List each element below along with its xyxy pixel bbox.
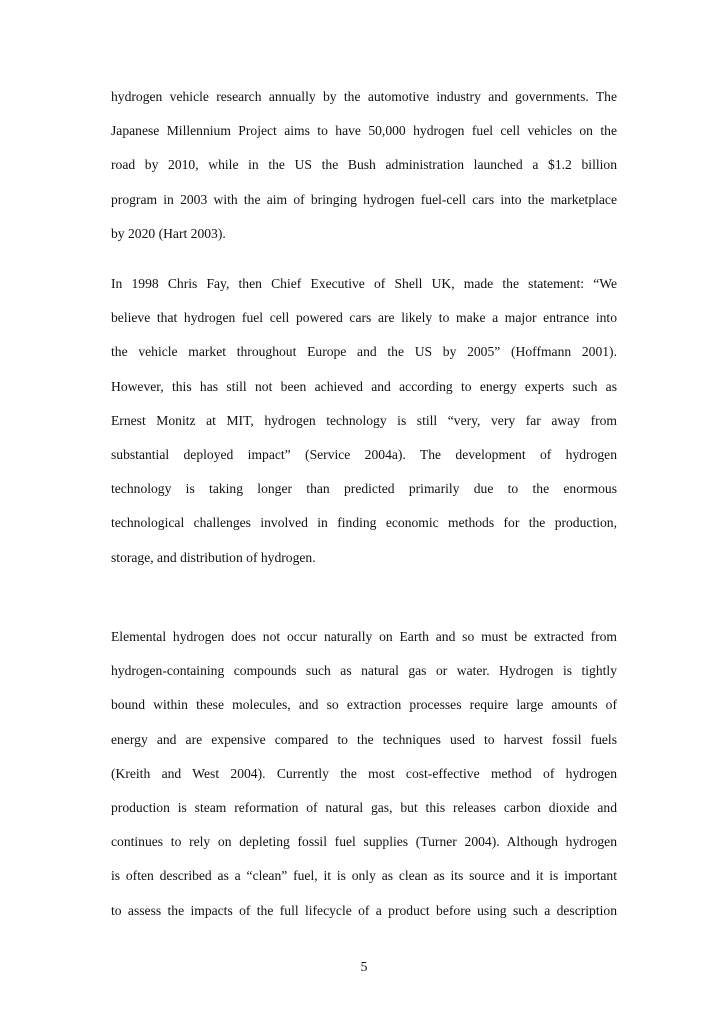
text-line: storage, and distribution of hydrogen. (111, 549, 316, 565)
text-line: road by 2010, while in the US the Bush administration launched a $1.2 billion (111, 157, 617, 173)
text-line: Japanese Millennium Project aims to have 50,000 hydrogen fuel cell vehicles on the (111, 123, 617, 139)
text-line: technology is taking longer than predicted primarily due to the enormous (111, 481, 617, 497)
paragraph-hydrogen-research-funding (111, 80, 617, 251)
text-line: the vehicle market throughout Europe and the US by 2005” (Hoffmann 2001). (111, 344, 617, 360)
text-line: Ernest Monitz at MIT, hydrogen technology is still “very, very far away from (111, 412, 617, 428)
text-line: However, this has still not been achieved and according to energy experts such as (111, 378, 617, 394)
text-line: to assess the impacts of the full lifecycle of a product before using such a description (111, 902, 617, 918)
text-line: hydrogen vehicle research annually by the automotive industry and governments. The (111, 89, 617, 104)
paragraph-shell-statement (111, 267, 617, 575)
text-line: by 2020 (Hart 2003). (111, 225, 226, 241)
paragraph-elemental-hydrogen (111, 620, 617, 928)
text-line: Elemental hydrogen does not occur naturally on Earth and so must be extracted from (111, 629, 617, 644)
text-line: production is steam reformation of natural gas, but this releases carbon dioxide and (111, 799, 617, 815)
text-line: In 1998 Chris Fay, then Chief Executive of Shell UK, made the statement: “We (111, 276, 617, 291)
text-line: bound within these molecules, and so extraction processes require large amounts of (111, 697, 617, 713)
text-line: program in 2003 with the aim of bringing hydrogen fuel-cell cars into the marketplace (111, 191, 617, 207)
text-line: substantial deployed impact” (Service 2004a). The development of hydrogen (111, 446, 617, 462)
text-line: continues to rely on depleting fossil fuel supplies (Turner 2004). Although hydrogen (111, 834, 617, 850)
text-line: believe that hydrogen fuel cell powered cars are likely to make a major entrance into (111, 310, 617, 326)
text-line: technological challenges involved in finding economic methods for the production, (111, 515, 617, 531)
text-line: (Kreith and West 2004). Currently the most cost-effective method of hydrogen (111, 765, 617, 781)
page-number: 5 (360, 959, 368, 974)
text-line: energy and are expensive compared to the techniques used to harvest fossil fuels (111, 731, 617, 747)
text-line: is often described as a “clean” fuel, it is only as clean as its source and it is important (111, 868, 617, 884)
text-line: hydrogen-containing compounds such as natural gas or water. Hydrogen is tightly (111, 663, 617, 679)
